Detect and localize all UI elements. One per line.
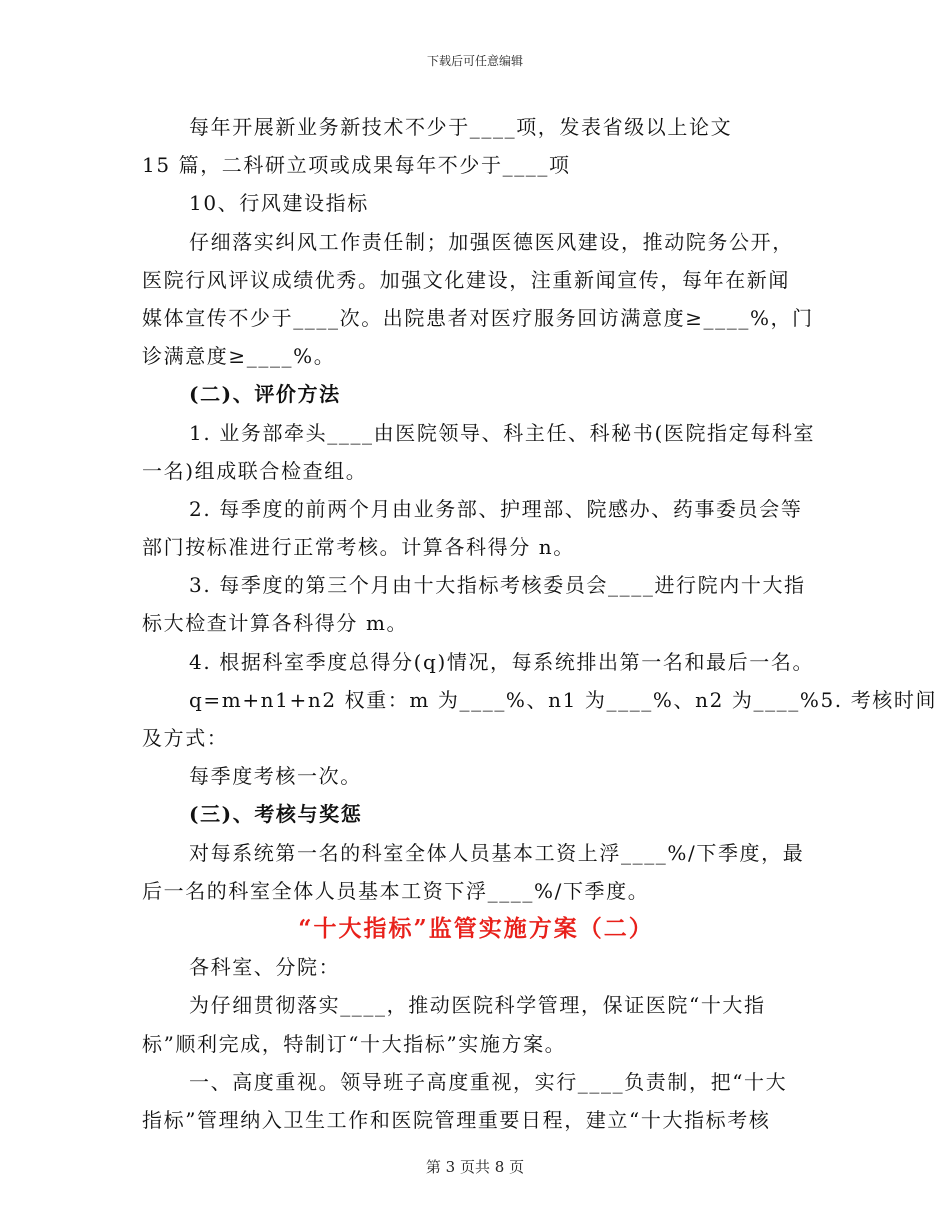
paragraph-line: 1. 业务部牵头____由医院领导、科主任、科秘书(医院指定每科室 (189, 420, 816, 445)
paragraph-line: 2. 每季度的前两个月由业务部、护理部、院感办、药事委员会等 (189, 496, 803, 521)
paragraph-line: 每季度考核一次。 (189, 764, 362, 789)
paragraph-line: 诊满意度≥____%。 (142, 344, 336, 369)
paragraph-line: 3. 每季度的第三个月由十大指标考核委员会____进行院内十大指 (189, 573, 806, 598)
section-heading: (二)、评价方法 (189, 382, 341, 407)
paragraph-line: 医院行风评议成绩优秀。加强文化建设，注重新闻宣传，每年在新闻 (142, 267, 790, 292)
paragraph-line: 指标”管理纳入卫生工作和医院管理重要日程，建立“十大指标考核 (142, 1107, 771, 1132)
section-heading: (三)、考核与奖惩 (189, 802, 363, 827)
document-body (142, 108, 938, 1139)
paragraph-line: 为仔细贯彻落实____，推动医院科学管理，保证医院“十大指 (189, 993, 766, 1018)
document-title: “十大指标”监管实施方案（二） (298, 914, 654, 942)
paragraph-line: q=m+n1+n2 权重：m 为____%、n1 为____%、n2 为____%5. 考核时间 (189, 687, 938, 712)
paragraph-line: 仔细落实纠风工作责任制；加强医德医风建设，推动院务公开， (189, 229, 794, 254)
paragraph-line: 各科室、分院： (189, 955, 341, 980)
paragraph-line: 4. 根据科室季度总得分(q)情况，每系统排出第一名和最后一名。 (189, 649, 815, 674)
paragraph-line: 后一名的科室全体人员基本工资下浮____%/下季度。 (142, 878, 650, 903)
paragraph-line: 部门按标准进行正常考核。计算各科得分 n。 (142, 535, 575, 560)
paragraph-line: 15 篇，二科研立项或成果每年不少于____项 (142, 153, 571, 178)
page-footer: 第 3 页共 8 页 (425, 1158, 525, 1176)
page-header: 下载后可任意编辑 (426, 54, 523, 68)
paragraph-line: 对每系统第一名的科室全体人员基本工资上浮____%/下季度，最 (189, 840, 805, 865)
section-heading: 10、行风建设指标 (189, 191, 369, 216)
paragraph-line: 标”顺利完成，特制订“十大指标”实施方案。 (142, 1031, 567, 1056)
paragraph-line: 每年开展新业务新技术不少于____项，发表省级以上论文 (189, 115, 733, 139)
paragraph-line: 媒体宣传不少于____次。出院患者对医疗服务回访满意度≥____%，门 (142, 305, 814, 330)
paragraph-line: 标大检查计算各科得分 m。 (142, 611, 409, 636)
paragraph-line: 一名)组成联合检查组。 (142, 458, 368, 483)
paragraph-line: 及方式： (142, 726, 229, 750)
paragraph-line: 一、高度重视。领导班子高度重视，实行____负责制，把“十大 (189, 1069, 788, 1094)
